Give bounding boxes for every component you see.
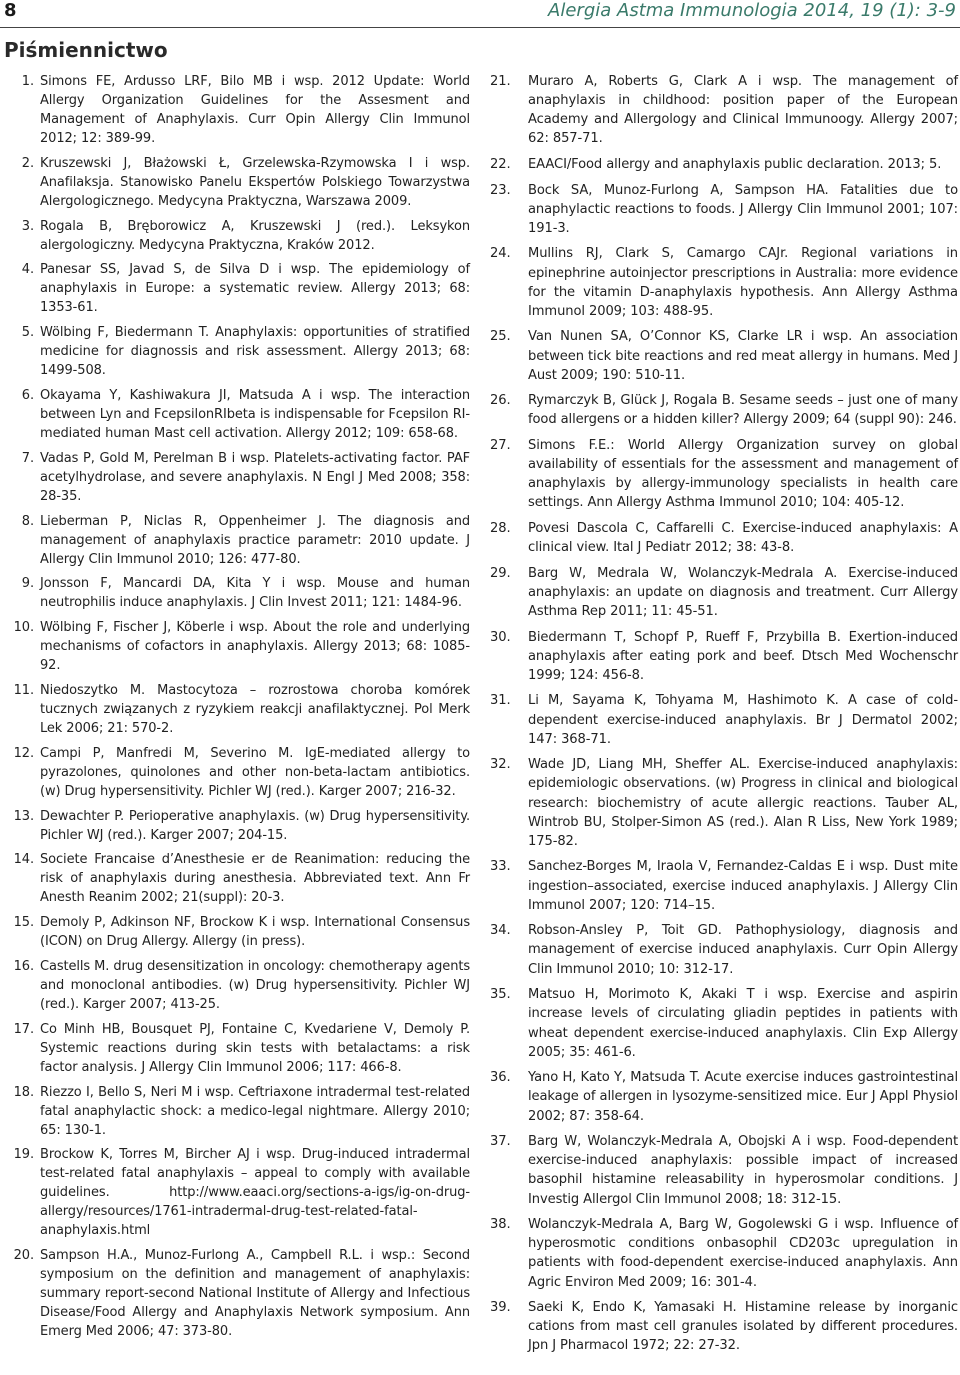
reference-text: Demoly P, Adkinson NF, Brockow K i wsp. International Consensus (ICON) on Drug Allergy. Allergy (in press). [40,915,470,950]
reference-number: 6. [21,387,34,403]
reference-number: 31. [490,693,511,709]
reference-number: 29. [490,565,511,581]
reference-item [490,921,958,978]
reference-text: Van Nunen SA, O’Connor KS, Clarke LR i wsp. An association between tick bite reactions and red meat allergy in humans. Med J Aust 2009; 190: 510-11. [528,329,958,383]
reference-text: Saeki K, Endo K, Yamasaki H. Histamine release by inorganic cations from mast cell granules isolated by different procedures. Jpn J Pharmacol 1972; 22: 27-32. [528,1300,958,1354]
reference-text: Simons FE, Ardusso LRF, Bilo MB i wsp. 2012 Update: World Allergy Organization Guidelines for the Assesment and Management of Anaphylaxis. Curr Opin Allergy Clin Immunol 2012; 12: 389-99. [40,74,470,146]
reference-item [490,1132,958,1209]
reference-text: Muraro A, Roberts G, Clark A i wsp. The management of anaphylaxis in childhood: position paper of the European Academy and Allergology and Clinical Immunoogy. Allergy 2007; 62: 857-71. [528,74,958,147]
reference-item [490,755,958,851]
reference-text: Campi P, Manfredi M, Severino M. IgE-mediated allergy to pyrazolones, quinolones and other non-beta-lactam antibiotics. (w) Drug hypersensitivity. Pichler WJ (red.). Karger 2007; 216-32. [40,745,470,799]
reference-number: 2. [21,155,34,171]
reference-number: 21. [490,74,511,89]
reference-text: Biedermann T, Schopf P, Rueff F, Przybilla B. Exertion-induced anaphylaxis after eating pork and beef. Dtsch Med Wochenschr 1999; 124: 456-8. [528,629,958,683]
reference-item [490,519,958,557]
reference-text: Yano H, Kato Y, Matsuda T. Acute exercise induces gastrointestinal leakage of allergen in lysozyme-sensitized mice. Eur J Appl Physiol 2002; 87: 358-64. [528,1070,958,1124]
reference-text: Castells M. drug desensitization in oncology: chemotherapy agents and monoclonal antibodies. (w) Drug hypersensitivity. Pichler WJ (red.). Karger 2007; 413-25. [40,958,470,1012]
reference-number: 7. [21,450,34,466]
reference-number: 1. [21,74,34,89]
reference-item [8,323,470,380]
reference-item [8,217,470,255]
reference-item [490,628,958,685]
reference-number: 26. [490,393,511,409]
reference-item [490,181,958,238]
reference-number: 30. [490,629,511,645]
reference-text: Sampson H.A., Munoz-Furlong A., Campbell R.L. i wsp.: Second symposium on the definition and management of anaphylaxis: summary report-second National Institute of Allergy and Infectious Disease/Food Allergy and Anaphylaxis Network symposium. Ann Emerg Med 2006; 47: 373-80. [40,1248,470,1340]
reference-text: Wade JD, Liang MH, Sheffer AL. Exercise-induced anaphylaxis: epidemiologic observations. (w) Progress in clinical and biological research: biochemistry of acute allergic reactions. Tauber AL, Wintrob BU, Stolper-Simon AS (red.). Alan R Liss, New York 1989; 175-82. [528,757,958,849]
section-title: Piśmiennictwo [4,38,168,62]
reference-number: 32. [490,757,511,773]
reference-text: Niedoszytko M. Mastocytoza – rozrostowa choroba komórek tucznych związanych z ryzykiem reakcji anafilaktycznej. Pol Merk Lek 2006; 21: 570-2. [40,682,470,736]
journal-citation: Alergia Astma Immunologia 2014, 19 (1): 3-9 [548,0,956,21]
reference-item [490,564,958,621]
reference-item [490,327,958,384]
reference-text: Rogala B, Bręborowicz A, Kruszewski J (red.). Leksykon alergologiczny. Medycyna Praktyczna, Kraków 2012. [40,218,470,253]
reference-item [8,807,470,845]
reference-number: 23. [490,182,511,198]
reference-text: Matsuo H, Morimoto K, Akaki T i wsp. Exercise and aspirin increase levels of circulating gliadin peptides in patients with wheat dependent exercise-induced anaphylaxis. Clin Exp Allergy 2005; 35: 461-6. [528,987,958,1060]
reference-number: 11. [13,682,34,698]
reference-item [8,72,470,148]
reference-text: Vadas P, Gold M, Perelman B i wsp. Platelets-activating factor. PAF acetylhydrolase, and severe anaphylaxis. N Engl J Med 2008; 358: 28-35. [40,450,470,504]
reference-text: Riezzo I, Bello S, Neri M i wsp. Ceftriaxone intradermal test-related fatal anaphylactic shock: a medico-legal nightmare. Allergy 2010; 65: 130-1. [40,1084,470,1138]
references-right-column [490,72,958,1362]
reference-item [8,957,470,1014]
reference-number: 36. [490,1070,511,1086]
reference-item [490,1298,958,1355]
reference-number: 15. [13,915,34,931]
reference-item [8,681,470,738]
reference-number: 10. [13,620,34,636]
reference-number: 3. [21,218,34,234]
references-left-column [8,72,470,1347]
reference-number: 34. [490,923,511,939]
reference-text: EAACI/Food allergy and anaphylaxis public declaration. 2013; 5. [528,157,942,173]
reference-number: 27. [490,438,511,453]
reference-item [8,618,470,675]
reference-item [8,1145,470,1240]
reference-number: 16. [13,958,34,974]
reference-text: Brockow K, Torres M, Bircher AJ i wsp. Drug-induced intradermal test-related fatal anaphylaxis – appeal to comply with available guidelines. http://www.eaaci.org/sections-a-igs/ig-on-drug-allergy/resources/1761-intradermal-drug-test-related-fatal-anaphylaxis.html [40,1147,470,1239]
reference-item [8,574,470,612]
reference-item [490,691,958,748]
reference-text: Bock SA, Munoz-Furlong A, Sampson HA. Fatalities due to anaphylactic reactions to foods. J Allergy Clin Immunol 2001; 107: 191-3. [528,182,958,236]
reference-text: Robson-Ansley P, Toit GD. Pathophysiology, diagnosis and management of exercise induced anaphylaxis. Curr Opin Allergy Clin Immunol 2010; 10: 312-17. [528,923,958,977]
reference-item [490,1215,958,1292]
reference-number: 28. [490,521,511,537]
reference-item [8,744,470,801]
reference-number: 4. [21,262,34,278]
reference-number: 24. [490,246,511,262]
reference-number: 37. [490,1134,511,1150]
reference-item [490,391,958,429]
reference-number: 12. [13,745,34,761]
reference-number: 38. [490,1217,511,1233]
reference-text: Rymarczyk B, Glück J, Rogala B. Sesame seeds – just one of many food allergens or a hidden killer? Allergy 2009; 64 (suppl 90): 246. [528,393,958,428]
reference-text: Co Minh HB, Bousquet PJ, Fontaine C, Kvedariene V, Demoly P. Systemic reactions during skin tests with betalactams: a risk factor analysis. J Allergy Clin Immunol 2006; 117: 466-8. [40,1021,470,1075]
reference-text: Jonsson F, Mancardi DA, Kita Y i wsp. Mouse and human neutrophilis induce anaphylaxis. J Clin Invest 2011; 121: 1484-96. [40,576,470,611]
reference-item [8,260,470,317]
reference-text: Li M, Sayama K, Tohyama M, Hashimoto K. A case of cold-dependent exercise-induced anaphylaxis. Br J Dermatol 2002; 147: 368-71. [528,693,958,747]
reference-item [490,436,958,513]
reference-number: 17. [13,1021,34,1037]
reference-text: Wölbing F, Fischer J, Köberle i wsp. About the role and underlying mechanisms of cofactors in anaphylaxis. Allergy 2013; 68: 1085-92. [40,620,470,674]
reference-item [8,850,470,907]
reference-number: 18. [13,1084,34,1100]
reference-item [8,913,470,951]
reference-item [8,386,470,443]
reference-item [490,72,958,149]
reference-text: Barg W, Wolanczyk-Medrala A, Obojski A i wsp. Food-dependent exercise-induced anaphylaxis: possible impact of increased basophil histamine releasability in hyperosmolar conditions. J Investig Allergol Clin Immunol 2008; 18: 312-15. [528,1134,958,1207]
reference-item [8,154,470,211]
reference-number: 19. [13,1147,34,1163]
page-number: 8 [4,0,17,21]
reference-item [8,1020,470,1077]
reference-item [490,244,958,321]
reference-number: 13. [13,808,34,824]
reference-number: 33. [490,859,511,875]
reference-number: 39. [490,1300,511,1316]
reference-text: Povesi Dascola C, Caffarelli C. Exercise-induced anaphylaxis: A clinical view. Ital J Pediatr 2012; 38: 43-8. [528,521,958,556]
reference-text: Panesar SS, Javad S, de Silva D i wsp. The epidemiology of anaphylaxis in Europe: a systematic review. Allergy 2013; 68: 1353-61. [40,262,470,316]
reference-item [8,1246,470,1341]
reference-item [490,155,958,174]
reference-item [8,512,470,569]
reference-item [490,985,958,1062]
reference-number: 14. [13,852,34,868]
reference-number: 35. [490,987,511,1003]
reference-number: 8. [21,513,34,529]
reference-number: 5. [21,325,34,341]
reference-number: 25. [490,329,511,345]
reference-text: Societe Francaise d’Anesthesie er de Reanimation: reducing the risk of anaphylaxis during anesthesia. Abbreviated text. Ann Fr Anesth Reanim 2002; 21(suppl): 20-3. [40,852,470,906]
reference-number: 20. [13,1248,34,1264]
reference-item [8,1083,470,1140]
reference-text: Wölbing F, Biedermann T. Anaphylaxis: opportunities of stratified medicine for diagnossis and risk assessment. Allergy 2013; 68: 1499-508. [40,325,470,379]
reference-text: Dewachter P. Perioperative anaphylaxis. (w) Drug hypersensitivity. Pichler WJ (red.). Karger 2007; 204-15. [40,808,470,843]
reference-number: 22. [490,157,511,173]
page-header [0,0,960,28]
reference-text: Simons F.E.: World Allergy Organization survey on global availability of essentials for the assessment and management of anaphylaxis by allergy-immunology specialists in health care settings. Ann Allergy Asthma Immunol 2010; 104: 405-12. [528,438,958,511]
reference-text: Barg W, Medrala W, Wolanczyk-Medrala A. Exercise-induced anaphylaxis: an update on diagnosis and treatment. Curr Allergy Asthma Rep 2011; 11: 45-51. [528,565,958,620]
reference-item [490,857,958,914]
reference-text: Mullins RJ, Clark S, Camargo CAJr. Regional variations in epinephrine autoinjector prescriptions in Australia: more evidence for the vitamin D-anaphylaxis hypothesis. Ann Allergy Asthma Immunol 2009; 103: 488-95. [528,246,958,319]
reference-text: Kruszewski J, Błażowski Ł, Grzelewska-Rzymowska I i wsp. Anafilaksja. Stanowisko Panelu Ekspertów Polskiego Towarzystwa Alergologicznego. Medycyna Praktyczna, Warszawa 2009. [40,155,470,209]
reference-item [8,449,470,506]
reference-text: Lieberman P, Niclas R, Oppenheimer J. The diagnosis and management of anaphylaxis practice parametr: 2010 update. J Allergy Clin Immunol 2010; 126: 477-80. [40,513,470,567]
header-rule [0,27,960,28]
reference-number: 9. [21,576,34,592]
reference-item [490,1068,958,1125]
reference-text: Okayama Y, Kashiwakura JI, Matsuda A i wsp. The interaction between Lyn and FcepsilonRIbeta is indispensable for Fcepsilon RI-mediated human Mast cell activation. Allergy 2012; 109: 658-68. [40,387,470,441]
reference-text: Sanchez-Borges M, Iraola V, Fernandez-Caldas E i wsp. Dust mite ingestion–associated, exercise induced anaphylaxis. J Allergy Clin Immunol 2007; 120: 714–15. [528,859,958,913]
reference-text: Wolanczyk-Medrala A, Barg W, Gogolewski G i wsp. Influence of hyperosmotic conditions onbasophil CD203c upregulation in patients with food-dependent exercise-induced anaphylaxis. Ann Agric Environ Med 2009; 16: 301-4. [528,1217,958,1290]
